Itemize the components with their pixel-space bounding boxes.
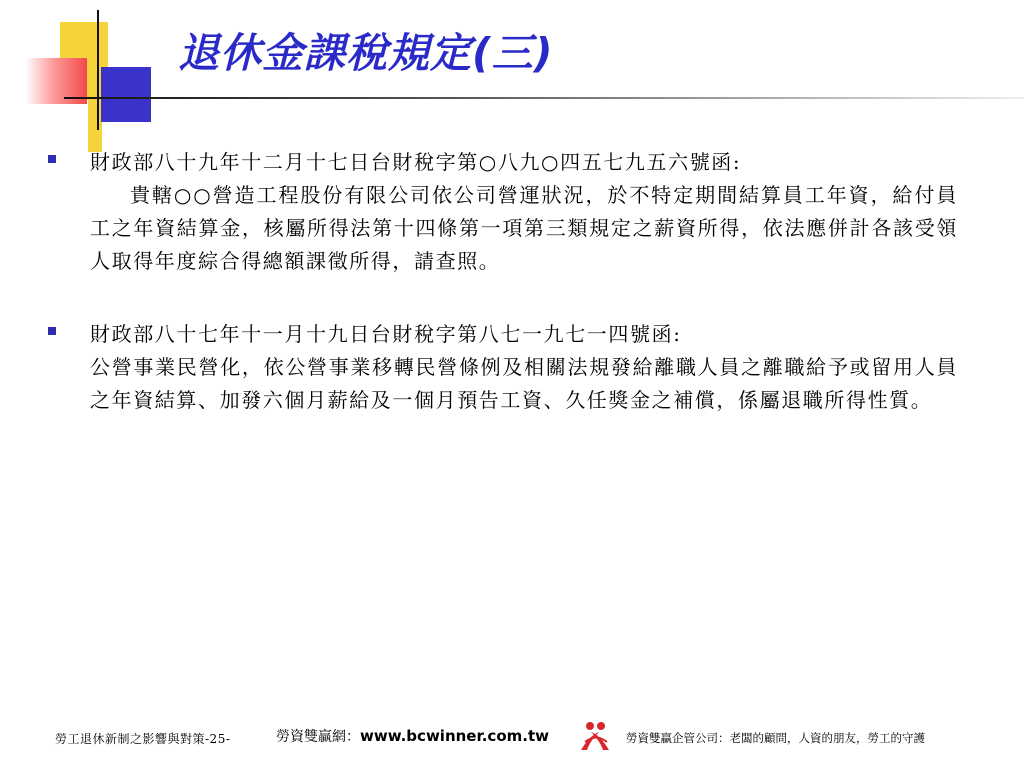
square-bullet-icon: [48, 327, 56, 335]
list-item: [48, 146, 958, 278]
footer-site: [276, 726, 549, 746]
list-item: [48, 318, 958, 417]
company-logo-icon: [575, 720, 615, 754]
item-body: 公營事業民營化，依公營事業移轉民營條例及相關法規發給離職人員之離職給予或留用人員之年資結算、加發六個月薪給及一個月預告工資、久任獎金之補償，係屬退職所得性質。: [90, 355, 958, 412]
deco-blue-square: [101, 67, 151, 122]
deco-vertical-line: [97, 10, 99, 130]
footer-site-label: 勞資雙贏網：: [276, 729, 360, 745]
item-heading: 財政部八十九年十二月十七日台財稅字第○八九○四五七九五六號函:: [90, 150, 742, 174]
slide-footer: [0, 718, 1024, 758]
item-heading: 財政部八十七年十一月十九日台財稅字第八七一九七一四號函:: [90, 322, 682, 346]
footer-url-link[interactable]: www.bcwinner.com.tw: [360, 727, 549, 745]
deco-yellow-bar: [88, 100, 102, 152]
slide-content: [48, 146, 958, 443]
square-bullet-icon: [48, 155, 56, 163]
title-underline: [64, 97, 1024, 99]
item-body: 貴轄○○營造工程股份有限公司依公司營運狀況，於不特定期間結算員工年資，給付員工之年資結算金，核屬所得法第十四條第一項第三類規定之薪資所得，依法應併計各該受領人取得年度綜合得總額課徵所得，請查照。: [90, 183, 958, 273]
slide-title: 退休金課稅規定(三): [178, 29, 554, 77]
footer-page-label: 勞工退休新制之影響與對策-25-: [55, 732, 231, 746]
footer-slogan: 勞資雙贏企管公司：老闆的顧問，人資的朋友，勞工的守護: [626, 731, 925, 745]
